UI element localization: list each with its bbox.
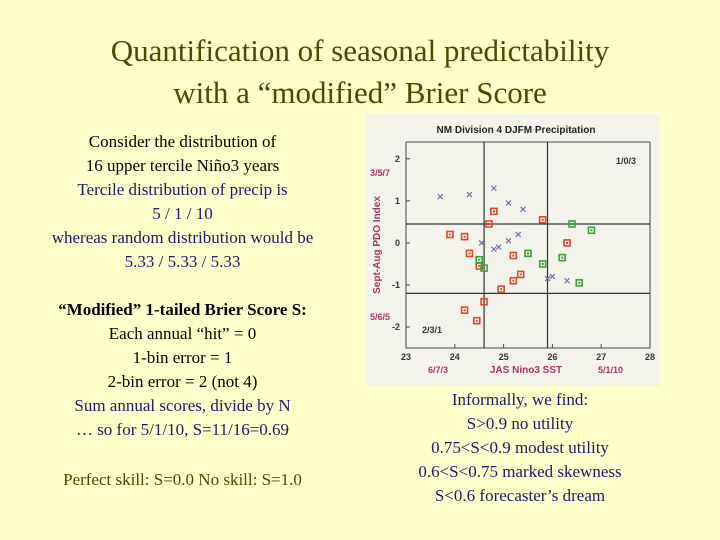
quadrant-label-bottom-right: 5/1/10 [598,365,624,375]
brier-score-text [20,298,345,442]
title-line-1: Quantification of seasonal predictability [110,33,610,68]
data-point-wet-core [590,229,592,231]
data-point-wet-core [483,267,485,269]
x-tick-label: 26 [547,352,558,362]
data-point-dry-core [542,219,544,221]
data-point-dry-core [478,265,480,267]
data-point-dry-core [493,210,495,212]
data-points [438,186,595,324]
data-point-normal [491,186,496,191]
quadrant-label-bottom-left-outer: 5/6/5 [370,312,391,322]
text-line: 5.33 / 5.33 / 5.33 [124,252,241,271]
data-point-dry-core [476,320,478,322]
scatter-chart [366,114,660,386]
data-point-dry-core [464,236,466,238]
plot-frame [406,142,650,348]
data-point-normal [506,200,511,205]
data-point-wet-core [527,252,529,254]
data-point-normal [491,247,496,252]
text-line: S<0.6 forecaster’s dream [434,486,606,505]
data-point-normal [550,274,555,279]
data-point-normal [521,207,526,212]
data-point-normal [496,245,501,250]
x-tick-label: 25 [498,352,509,362]
y-tick-label: -2 [391,321,400,332]
data-point-normal [565,278,570,283]
data-point-normal [506,238,511,243]
data-point-dry-core [488,223,490,225]
data-point-dry-core [520,273,522,275]
data-point-wet-core [478,259,480,261]
x-tick-label: 23 [400,352,412,362]
text-line: 0.75<S<0.9 modest utility [431,438,609,457]
scatter-figure [366,114,660,386]
data-point-wet-core [561,257,563,259]
data-point-dry-core [512,255,514,257]
text-line: 16 upper tercile Niño3 years [85,156,280,175]
quadrant-label-top-left: 3/5/7 [370,168,391,178]
text-line: Consider the distribution of [88,132,277,151]
y-tick-label: -1 [391,279,400,290]
data-point-dry-core [500,288,502,290]
quadrant-label-bottom-mid: 6/7/3 [428,365,449,375]
quadrant-dividers [406,142,650,348]
x-tick-label: 24 [449,352,460,362]
y-tick-labels [392,154,410,332]
y-tick-label: 0 [394,237,400,248]
text-line: 0.6<S<0.75 marked skewness [418,462,622,481]
data-point-dry-core [566,242,568,244]
data-point-normal [438,194,443,199]
y-tick-label: 1 [394,195,400,206]
data-point-normal [467,192,472,197]
chart-title: NM Division 4 DJFM Precipitation [436,125,596,136]
text-line: whereas random distribution would be [51,228,314,247]
text-line: 1-bin error = 1 [132,348,233,367]
data-point-dry-core [464,309,466,311]
text-line: … so for 5/1/10, S=11/16=0.69 [75,420,290,439]
data-point-dry-core [468,252,470,254]
data-point-dry-core [449,233,451,235]
text-line: 2-bin error = 2 (not 4) [107,372,258,391]
text-line: Sum annual scores, divide by N [74,396,291,415]
x-axis-label: JAS Nino3 SST [489,365,563,376]
utility-text [380,388,660,508]
quadrant-label-bottom-left-inner: 2/3/1 [422,325,443,335]
text-line: Each annual “hit” = 0 [108,324,257,343]
data-point-wet-core [542,263,544,265]
data-point-wet-core [578,282,580,284]
data-point-dry-core [512,280,514,282]
data-point-dry-core [483,301,485,303]
x-tick-label: 28 [644,352,656,362]
brier-heading: “Modified” 1-tailed Brier Score S: [58,300,307,319]
y-axis-label: Sept-Aug PDO Index [372,196,383,294]
text-line: S>0.9 no utility [466,414,574,433]
slide-title [0,30,720,114]
data-point-normal [479,240,484,245]
text-line: Informally, we find: [451,390,589,409]
skill-line: Perfect skill: S=0.0 No skill: S=1.0 [63,470,302,489]
data-point-normal [516,232,521,237]
quadrant-label-top-right: 1/0/3 [616,156,637,166]
x-tick-label: 27 [596,352,607,362]
x-tick-labels [401,344,655,362]
text-line: Tercile distribution of precip is [77,180,288,199]
data-point-wet-core [571,223,573,225]
distribution-text [20,130,345,274]
y-tick-label: 2 [394,153,400,164]
text-line: 5 / 1 / 10 [152,204,213,223]
title-line-2: with a “modified” Brier Score [173,75,547,110]
